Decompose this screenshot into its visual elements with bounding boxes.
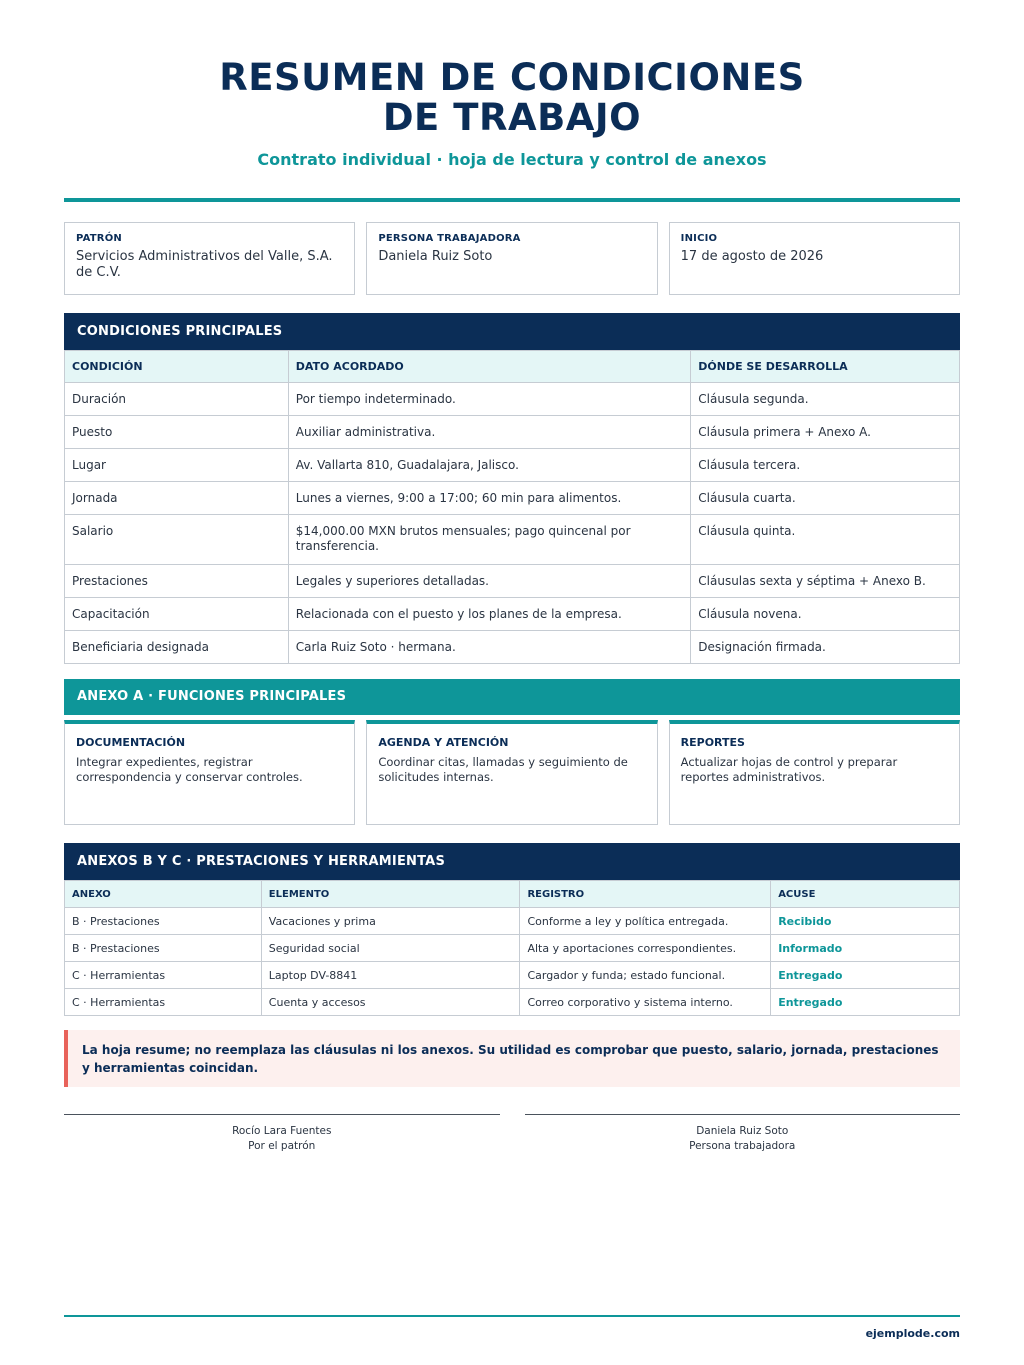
page-title (64, 58, 960, 138)
table-cell: Vacaciones y prima (261, 908, 520, 935)
function-text: Actualizar hojas de control y preparar reportes administrativos. (680, 755, 898, 784)
table-row (65, 962, 960, 989)
table-cell: B · Prestaciones (65, 935, 262, 962)
party-value: Daniela Ruiz Soto (378, 249, 493, 264)
table-cell: Correo corporativo y sistema interno. (520, 989, 771, 1016)
acknowledgement-status: Entregado (771, 962, 960, 989)
party-value: 17 de agosto de 2026 (680, 249, 824, 264)
table-cell: Por tiempo indeterminado. (288, 383, 691, 416)
signature-employer (64, 1114, 500, 1154)
function-text: Integrar expedientes, registrar correspondencia y conservar controles. (76, 755, 303, 784)
column-header: CONDICIÓN (65, 351, 289, 383)
acknowledgement-status: Informado (771, 935, 960, 962)
table-cell: Legales y superiores detalladas. (288, 565, 691, 598)
party-label: PATRÓN (76, 233, 122, 244)
conditions-table (64, 350, 960, 664)
table-row (65, 449, 960, 482)
function-card-reports (669, 720, 960, 825)
table-cell: Cláusula quinta. (691, 515, 960, 565)
table-header-row (65, 351, 960, 383)
table-cell: Cargador y funda; estado funcional. (520, 962, 771, 989)
signature-worker (525, 1114, 961, 1154)
table-row (65, 565, 960, 598)
table-row (65, 515, 960, 565)
table-row (65, 416, 960, 449)
table-cell: Salario (65, 515, 289, 565)
party-value: Servicios Administrativos del Valle, S.A. de C.V. (76, 249, 333, 280)
table-cell: Cláusula segunda. (691, 383, 960, 416)
function-text: Coordinar citas, llamadas y seguimiento de solicitudes internas. (378, 755, 628, 784)
section-heading-conditions: CONDICIONES PRINCIPALES (64, 313, 960, 350)
title-divider (64, 198, 960, 202)
table-cell: Auxiliar administrativa. (288, 416, 691, 449)
table-row (65, 598, 960, 631)
section-heading-annex-a: ANEXO A · FUNCIONES PRINCIPALES (64, 679, 960, 715)
column-header: DÓNDE SE DESARROLLA (691, 351, 960, 383)
acknowledgement-status: Entregado (771, 989, 960, 1016)
table-row (65, 908, 960, 935)
table-cell: Cláusula novena. (691, 598, 960, 631)
table-cell: Carla Ruiz Soto · hermana. (288, 631, 691, 664)
table-row (65, 383, 960, 416)
table-cell: C · Herramientas (65, 989, 262, 1016)
table-cell: Lugar (65, 449, 289, 482)
party-employer (64, 222, 355, 295)
function-label: AGENDA Y ATENCIÓN (378, 736, 509, 749)
table-cell: Laptop DV-8841 (261, 962, 520, 989)
function-label: REPORTES (680, 736, 745, 749)
signer-name: Rocío Lara Fuentes (232, 1125, 332, 1137)
table-cell: Cláusulas sexta y séptima + Anexo B. (691, 565, 960, 598)
parties-row (64, 222, 960, 295)
table-row (65, 935, 960, 962)
section-heading-annex-bc: ANEXOS B Y C · PRESTACIONES Y HERRAMIENTAS (64, 843, 960, 880)
table-cell: Relacionada con el puesto y los planes de la empresa. (288, 598, 691, 631)
table-cell: Cláusula cuarta. (691, 482, 960, 515)
signer-name: Daniela Ruiz Soto (696, 1125, 789, 1137)
table-cell: Alta y aportaciones correspondientes. (520, 935, 771, 962)
function-card-documentation (64, 720, 355, 825)
table-cell: Cláusula tercera. (691, 449, 960, 482)
table-cell: Designación firmada. (691, 631, 960, 664)
table-cell: B · Prestaciones (65, 908, 262, 935)
table-cell: Capacitación (65, 598, 289, 631)
summary-note: La hoja resume; no reemplaza las cláusulas ni los anexos. Su utilidad es comprobar que puesto, salario, jornada, prestaciones y herramientas coincidan. (64, 1030, 960, 1087)
signer-role: Persona trabajadora (689, 1140, 796, 1152)
table-row (65, 631, 960, 664)
table-cell: Seguridad social (261, 935, 520, 962)
table-cell: C · Herramientas (65, 962, 262, 989)
page-subtitle: Contrato individual · hoja de lectura y control de anexos (257, 150, 767, 169)
table-cell: Av. Vallarta 810, Guadalajara, Jalisco. (288, 449, 691, 482)
column-header: ELEMENTO (261, 881, 520, 908)
table-row (65, 482, 960, 515)
footer-site: ejemplode.com (865, 1327, 960, 1340)
annex-bc-table (64, 880, 960, 1016)
table-cell: Cláusula primera + Anexo A. (691, 416, 960, 449)
table-cell: Puesto (65, 416, 289, 449)
table-cell: Duración (65, 383, 289, 416)
signer-role: Por el patrón (248, 1140, 316, 1152)
footer-divider (64, 1315, 960, 1317)
table-header-row (65, 881, 960, 908)
table-row (65, 989, 960, 1016)
functions-row (64, 720, 960, 825)
column-header: ANEXO (65, 881, 262, 908)
party-worker (366, 222, 657, 295)
table-cell: Cuenta y accesos (261, 989, 520, 1016)
party-label: PERSONA TRABAJADORA (378, 233, 521, 244)
table-cell: Jornada (65, 482, 289, 515)
title-line-2: DE TRABAJO (382, 96, 642, 139)
title-line-1: RESUMEN DE CONDICIONES (219, 56, 805, 99)
column-header: REGISTRO (520, 881, 771, 908)
party-label: INICIO (680, 233, 718, 244)
table-cell: Prestaciones (65, 565, 289, 598)
table-cell: Lunes a viernes, 9:00 a 17:00; 60 min para alimentos. (288, 482, 691, 515)
document-page (64, 0, 960, 1154)
party-start-date (669, 222, 960, 295)
column-header: DATO ACORDADO (288, 351, 691, 383)
column-header: ACUSE (771, 881, 960, 908)
table-cell: $14,000.00 MXN brutos mensuales; pago quincenal por transferencia. (288, 515, 691, 565)
table-cell: Beneficiaria designada (65, 631, 289, 664)
function-card-agenda (366, 720, 657, 825)
signatures-row (64, 1114, 960, 1154)
table-cell: Conforme a ley y política entregada. (520, 908, 771, 935)
acknowledgement-status: Recibido (771, 908, 960, 935)
function-label: DOCUMENTACIÓN (76, 736, 186, 749)
